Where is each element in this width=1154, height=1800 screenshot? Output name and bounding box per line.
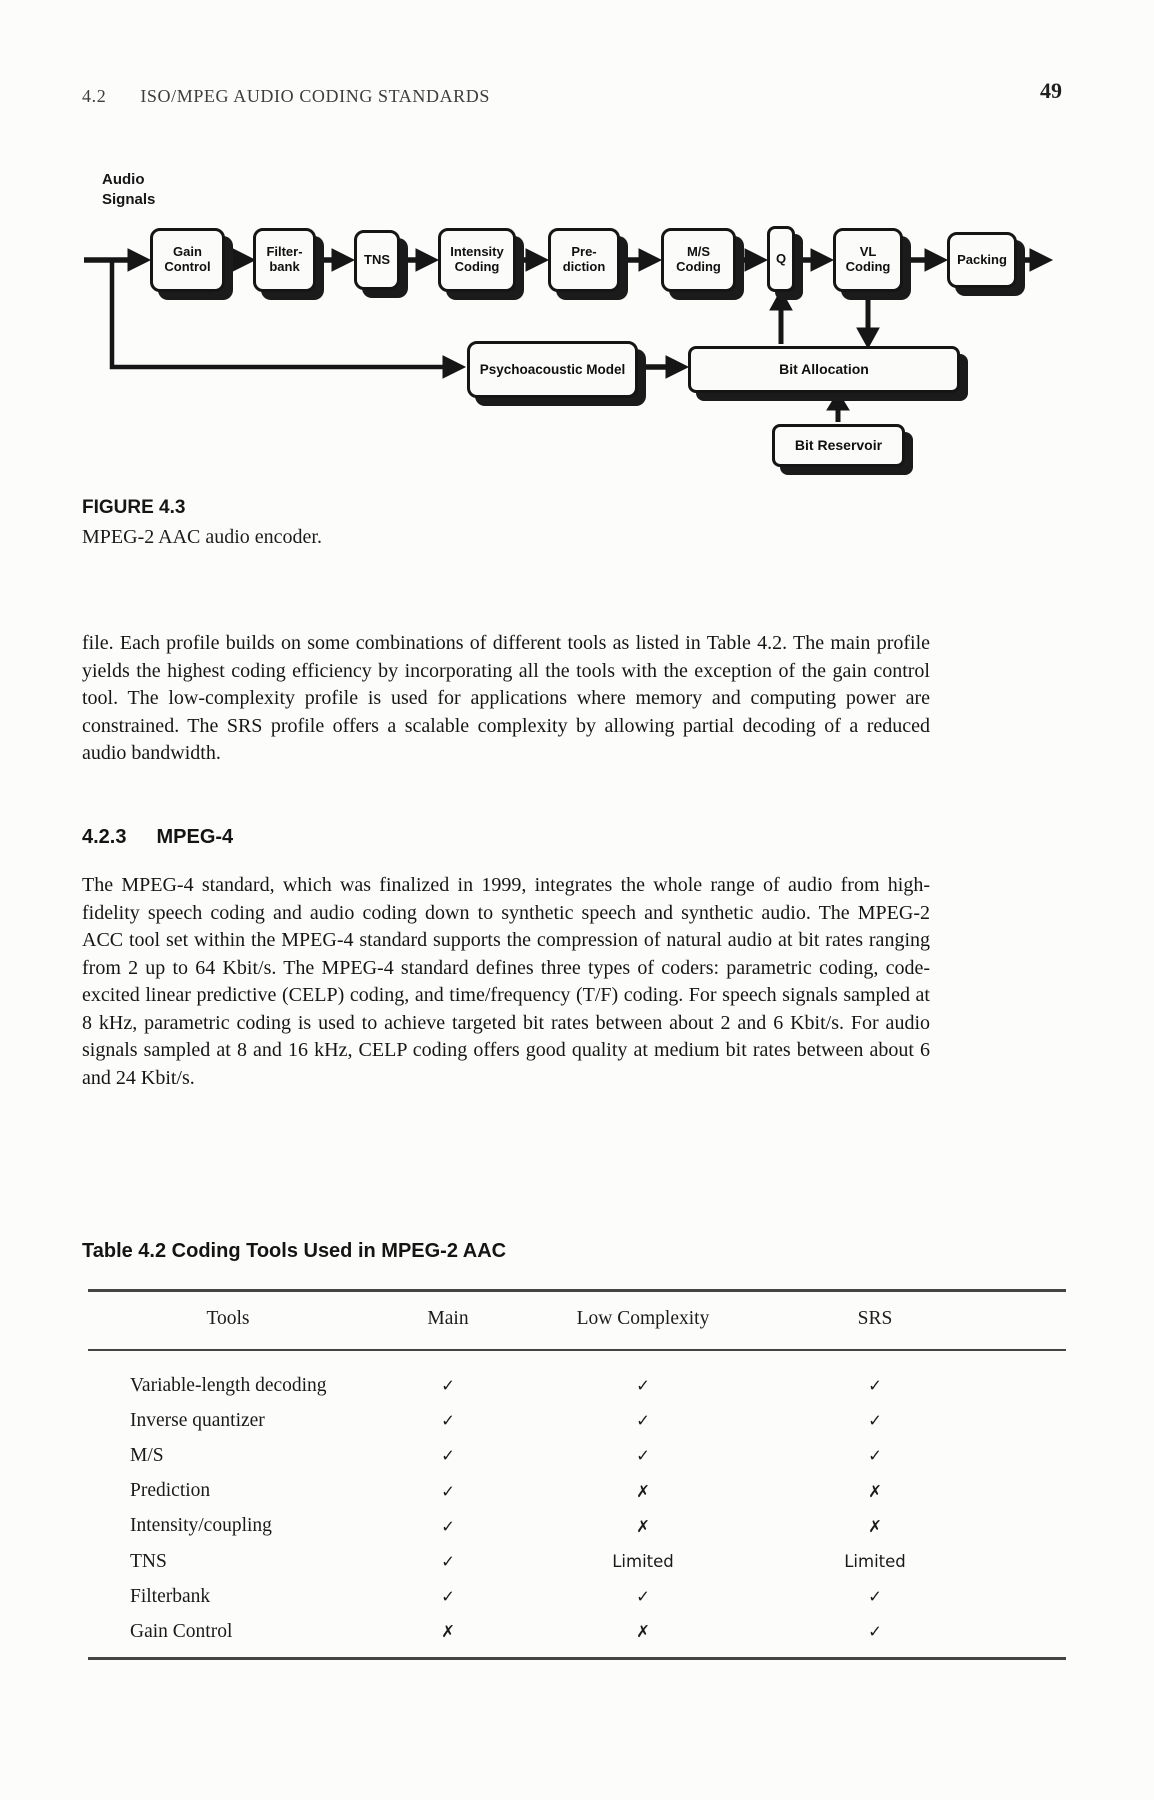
table-row — [88, 1368, 1066, 1403]
block-vl-coding: VL Coding — [833, 228, 903, 292]
mark-srs: ✓ — [868, 1446, 882, 1466]
mark-srs: ✓ — [868, 1411, 882, 1431]
tool-name: Inverse quantizer — [130, 1409, 265, 1431]
figure-encoder-diagram — [0, 0, 1154, 520]
block-quantizer: Q — [767, 226, 795, 292]
mark-main: ✗ — [441, 1622, 455, 1642]
running-head-title: ISO/MPEG AUDIO CODING STANDARDS — [140, 86, 490, 106]
section-heading-mpeg4 — [82, 826, 233, 849]
table-row — [88, 1474, 1066, 1509]
tool-name: TNS — [130, 1550, 167, 1572]
mark-main: ✓ — [441, 1376, 455, 1396]
mark-srs: ✗ — [868, 1481, 882, 1501]
table-rule-bottom — [88, 1657, 1066, 1660]
audio-signals-label: Audio Signals — [102, 171, 156, 208]
mark-main: ✓ — [441, 1481, 455, 1501]
mark-srs: ✓ — [868, 1622, 882, 1642]
section-heading-title: MPEG-4 — [156, 826, 234, 848]
table-row — [88, 1438, 1066, 1473]
table-body — [88, 1368, 1066, 1650]
table-row — [88, 1614, 1066, 1649]
block-bit-reservoir: Bit Reservoir — [772, 424, 905, 467]
paragraph-mpeg4: The MPEG-4 standard, which was finalized in 1999, integrates the whole range of audio from high-fidelity speech coding and audio coding down to synthetic speech and synthetic audio. The MPEG-2 ACC tool set within the MPEG-4 standard supports the compression of natural audio at bit rates ranging from 2 up to 64 Kbit/s. The MPEG-4 standard defines three types of coders: parametric coding, code-excited linear predictive (CELP) coding, and time/frequency (T/F) coding. For speech signals sampled at 8 kHz, parametric coding is used to achieve targeted bit rates between about 2 and 6 Kbit/s. For audio signals sampled at 8 and 16 kHz, CELP coding offers good quality at medium bit rates between about 6 and 24 Kbit/s. — [82, 874, 930, 1089]
input-arrow-head — [128, 249, 150, 271]
mark-srs: ✓ — [868, 1376, 882, 1396]
mark-low-complexity: ✗ — [636, 1516, 650, 1536]
block-bit-allocation: Bit Allocation — [688, 346, 960, 393]
block-tns: TNS — [354, 230, 400, 290]
page-number: 49 — [1040, 78, 1062, 103]
table-row — [88, 1579, 1066, 1614]
table-col-header-tools: Tools — [206, 1308, 250, 1329]
mark-low-complexity: ✓ — [636, 1376, 650, 1396]
table-header-row — [88, 1308, 1066, 1330]
table-col-header-srs: SRS — [857, 1308, 893, 1329]
tool-name: Gain Control — [130, 1620, 233, 1642]
block-prediction: Pre-diction — [548, 228, 620, 292]
table-col-header-low-complexity: Low Complexity — [576, 1308, 710, 1329]
paragraph-profiles: file. Each profile builds on some combinations of different tools as listed in Table 4.2. The main profile yields the highest coding efficiency by incorporating all the tools with the exception of the gain control tool. The low-complexity profile is used for applications where memory and computing power are constrained. The SRS profile offers a scalable complexity by allowing partial decoding of a reduced audio bandwidth. — [82, 632, 930, 764]
mark-low-complexity: ✓ — [636, 1411, 650, 1431]
figure-caption-text: MPEG-2 AAC audio encoder. — [82, 526, 322, 548]
table-rule-header — [88, 1349, 1066, 1351]
tool-name: Prediction — [130, 1480, 211, 1502]
block-ms-coding: M/S Coding — [661, 228, 736, 292]
mark-low-complexity: ✗ — [636, 1622, 650, 1642]
mark-main: ✓ — [441, 1446, 455, 1466]
table-title: Table 4.2 Coding Tools Used in MPEG-2 AAC — [82, 1240, 507, 1262]
table-row — [88, 1403, 1066, 1438]
mark-main: ✓ — [441, 1587, 455, 1607]
mark-srs: ✓ — [868, 1587, 882, 1607]
tool-name: M/S — [130, 1444, 164, 1466]
output-arrow-head — [1030, 249, 1052, 271]
block-intensity-coding: Intensity Coding — [438, 228, 516, 292]
mark-srs: Limited — [844, 1552, 906, 1572]
table-rule-top — [88, 1289, 1066, 1292]
block-packing: Packing — [947, 232, 1017, 288]
tool-name: Filterbank — [130, 1585, 211, 1607]
table-row — [88, 1544, 1066, 1579]
section-heading-number: 4.2.3 — [82, 826, 127, 848]
table-row — [88, 1509, 1066, 1544]
tool-name: Variable-length decoding — [130, 1374, 327, 1396]
mark-low-complexity: Limited — [612, 1552, 674, 1572]
mark-main: ✓ — [441, 1516, 455, 1536]
mark-low-complexity: ✗ — [636, 1481, 650, 1501]
running-head-section-number: 4.2 — [82, 86, 107, 106]
mark-main: ✓ — [441, 1552, 455, 1572]
mark-low-complexity: ✓ — [636, 1446, 650, 1466]
block-gain-control: Gain Control — [150, 228, 225, 292]
mark-low-complexity: ✓ — [636, 1587, 650, 1607]
figure-caption-label: FIGURE 4.3 — [82, 497, 186, 518]
tool-name: Intensity/coupling — [130, 1515, 272, 1537]
table-col-header-main: Main — [427, 1308, 469, 1329]
block-filterbank: Filter-bank — [253, 228, 316, 292]
mark-main: ✓ — [441, 1411, 455, 1431]
mark-srs: ✗ — [868, 1516, 882, 1536]
block-psychoacoustic-model: Psychoacoustic Model — [467, 341, 638, 398]
